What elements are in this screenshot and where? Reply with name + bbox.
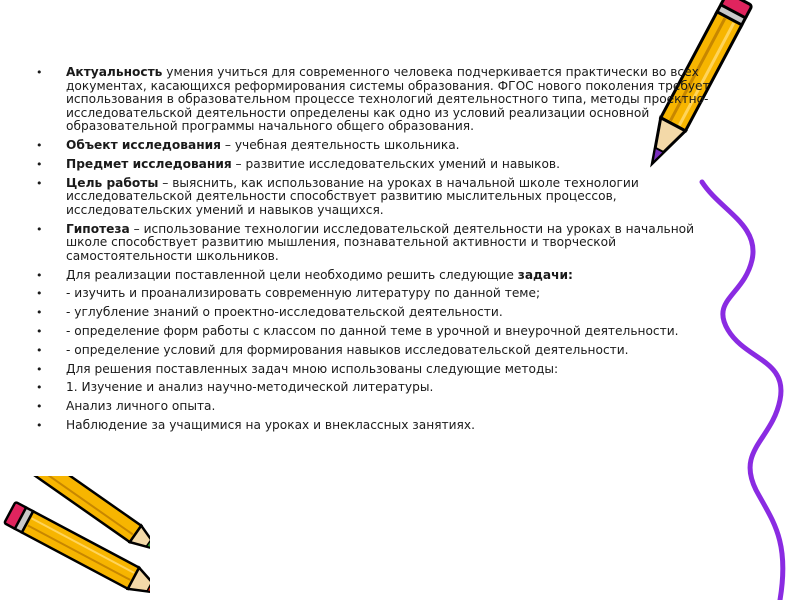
item-text: умения учиться для современного человека подчеркивается практически во всех документах, касающихся реформирования системы образования. ФГОС нового поколения требует использования в образовательном процессе технологий деятельностного типа, методы проектно-исследовательской деятельности определены как одно из условий реализации основной образовательной программы начального общего образования.: [66, 65, 710, 134]
item-text: - определение условий для формирования навыков исследовательской деятельности.: [66, 342, 629, 357]
list-item: [36, 381, 736, 395]
item-lead: Цель работы: [66, 175, 159, 190]
list-item: [36, 287, 736, 301]
pencils-bottom-left-icon: [0, 476, 150, 600]
list-item: [36, 325, 736, 339]
bullet-icon: •: [36, 157, 43, 171]
list-item: [36, 419, 736, 433]
item-lead: Гипотеза: [66, 221, 130, 236]
item-text: – выяснить, как использование на уроках в начальной школе технологии исследовательской деятельности способствует развитию мыслительных процессов, исследовательских умений и навыков учащихся.: [66, 175, 639, 217]
item-text: Для решения поставленных задач мною использованы следующие методы:: [66, 361, 559, 376]
list-item: [36, 158, 736, 172]
list-item: [36, 139, 736, 153]
bullet-icon: •: [36, 222, 43, 236]
bullet-icon: •: [36, 66, 43, 79]
list-item: [36, 344, 736, 358]
list-item: [36, 66, 736, 134]
item-lead: Актуальность: [66, 65, 163, 79]
bullet-icon: •: [36, 325, 43, 338]
bullet-icon: •: [36, 306, 43, 320]
item-tail: задачи:: [517, 267, 573, 282]
bullet-list-container: [36, 66, 736, 438]
bullet-icon: •: [36, 268, 43, 282]
list-item: [36, 177, 736, 218]
item-text: - изучить и проанализировать современную литературу по данной теме;: [66, 286, 541, 301]
item-text: – использование технологии исследовательской деятельности на уроках в начальной школе способствует развитию мышления, познавательной активности и творческой самостоятельности школьников.: [66, 221, 695, 263]
bullet-icon: •: [36, 139, 43, 153]
item-lead: Предмет исследования: [66, 156, 232, 171]
item-text: - определение форм работы с классом по данной теме в урочной и внеурочной деятельности.: [66, 324, 679, 338]
item-text: Наблюдение за учащимися на уроках и внеклассных занятиях.: [66, 417, 475, 432]
bullet-icon: •: [36, 343, 43, 357]
item-text: – учебная деятельность школьника.: [221, 138, 460, 153]
item-text: Анализ личного опыта.: [66, 399, 216, 414]
bullet-icon: •: [36, 287, 43, 301]
bullet-icon: •: [36, 418, 43, 432]
bullet-icon: •: [36, 381, 43, 395]
item-text: Для реализации поставленной цели необходимо решить следующие: [66, 267, 518, 282]
list-item: [36, 306, 736, 320]
item-text: - углубление знаний о проектно-исследовательской деятельности.: [66, 305, 503, 320]
bullet-icon: •: [36, 362, 43, 376]
item-text: 1. Изучение и анализ научно-методической литературы.: [66, 380, 434, 395]
bullet-icon: •: [36, 400, 43, 414]
list-item: [36, 223, 736, 264]
bullet-list: [36, 66, 736, 433]
item-text: – развитие исследовательских умений и навыков.: [231, 156, 560, 171]
bullet-icon: •: [36, 176, 43, 190]
list-item: [36, 363, 736, 377]
list-item: [36, 400, 736, 414]
item-lead: Объект исследования: [66, 138, 221, 153]
list-item: [36, 269, 736, 283]
